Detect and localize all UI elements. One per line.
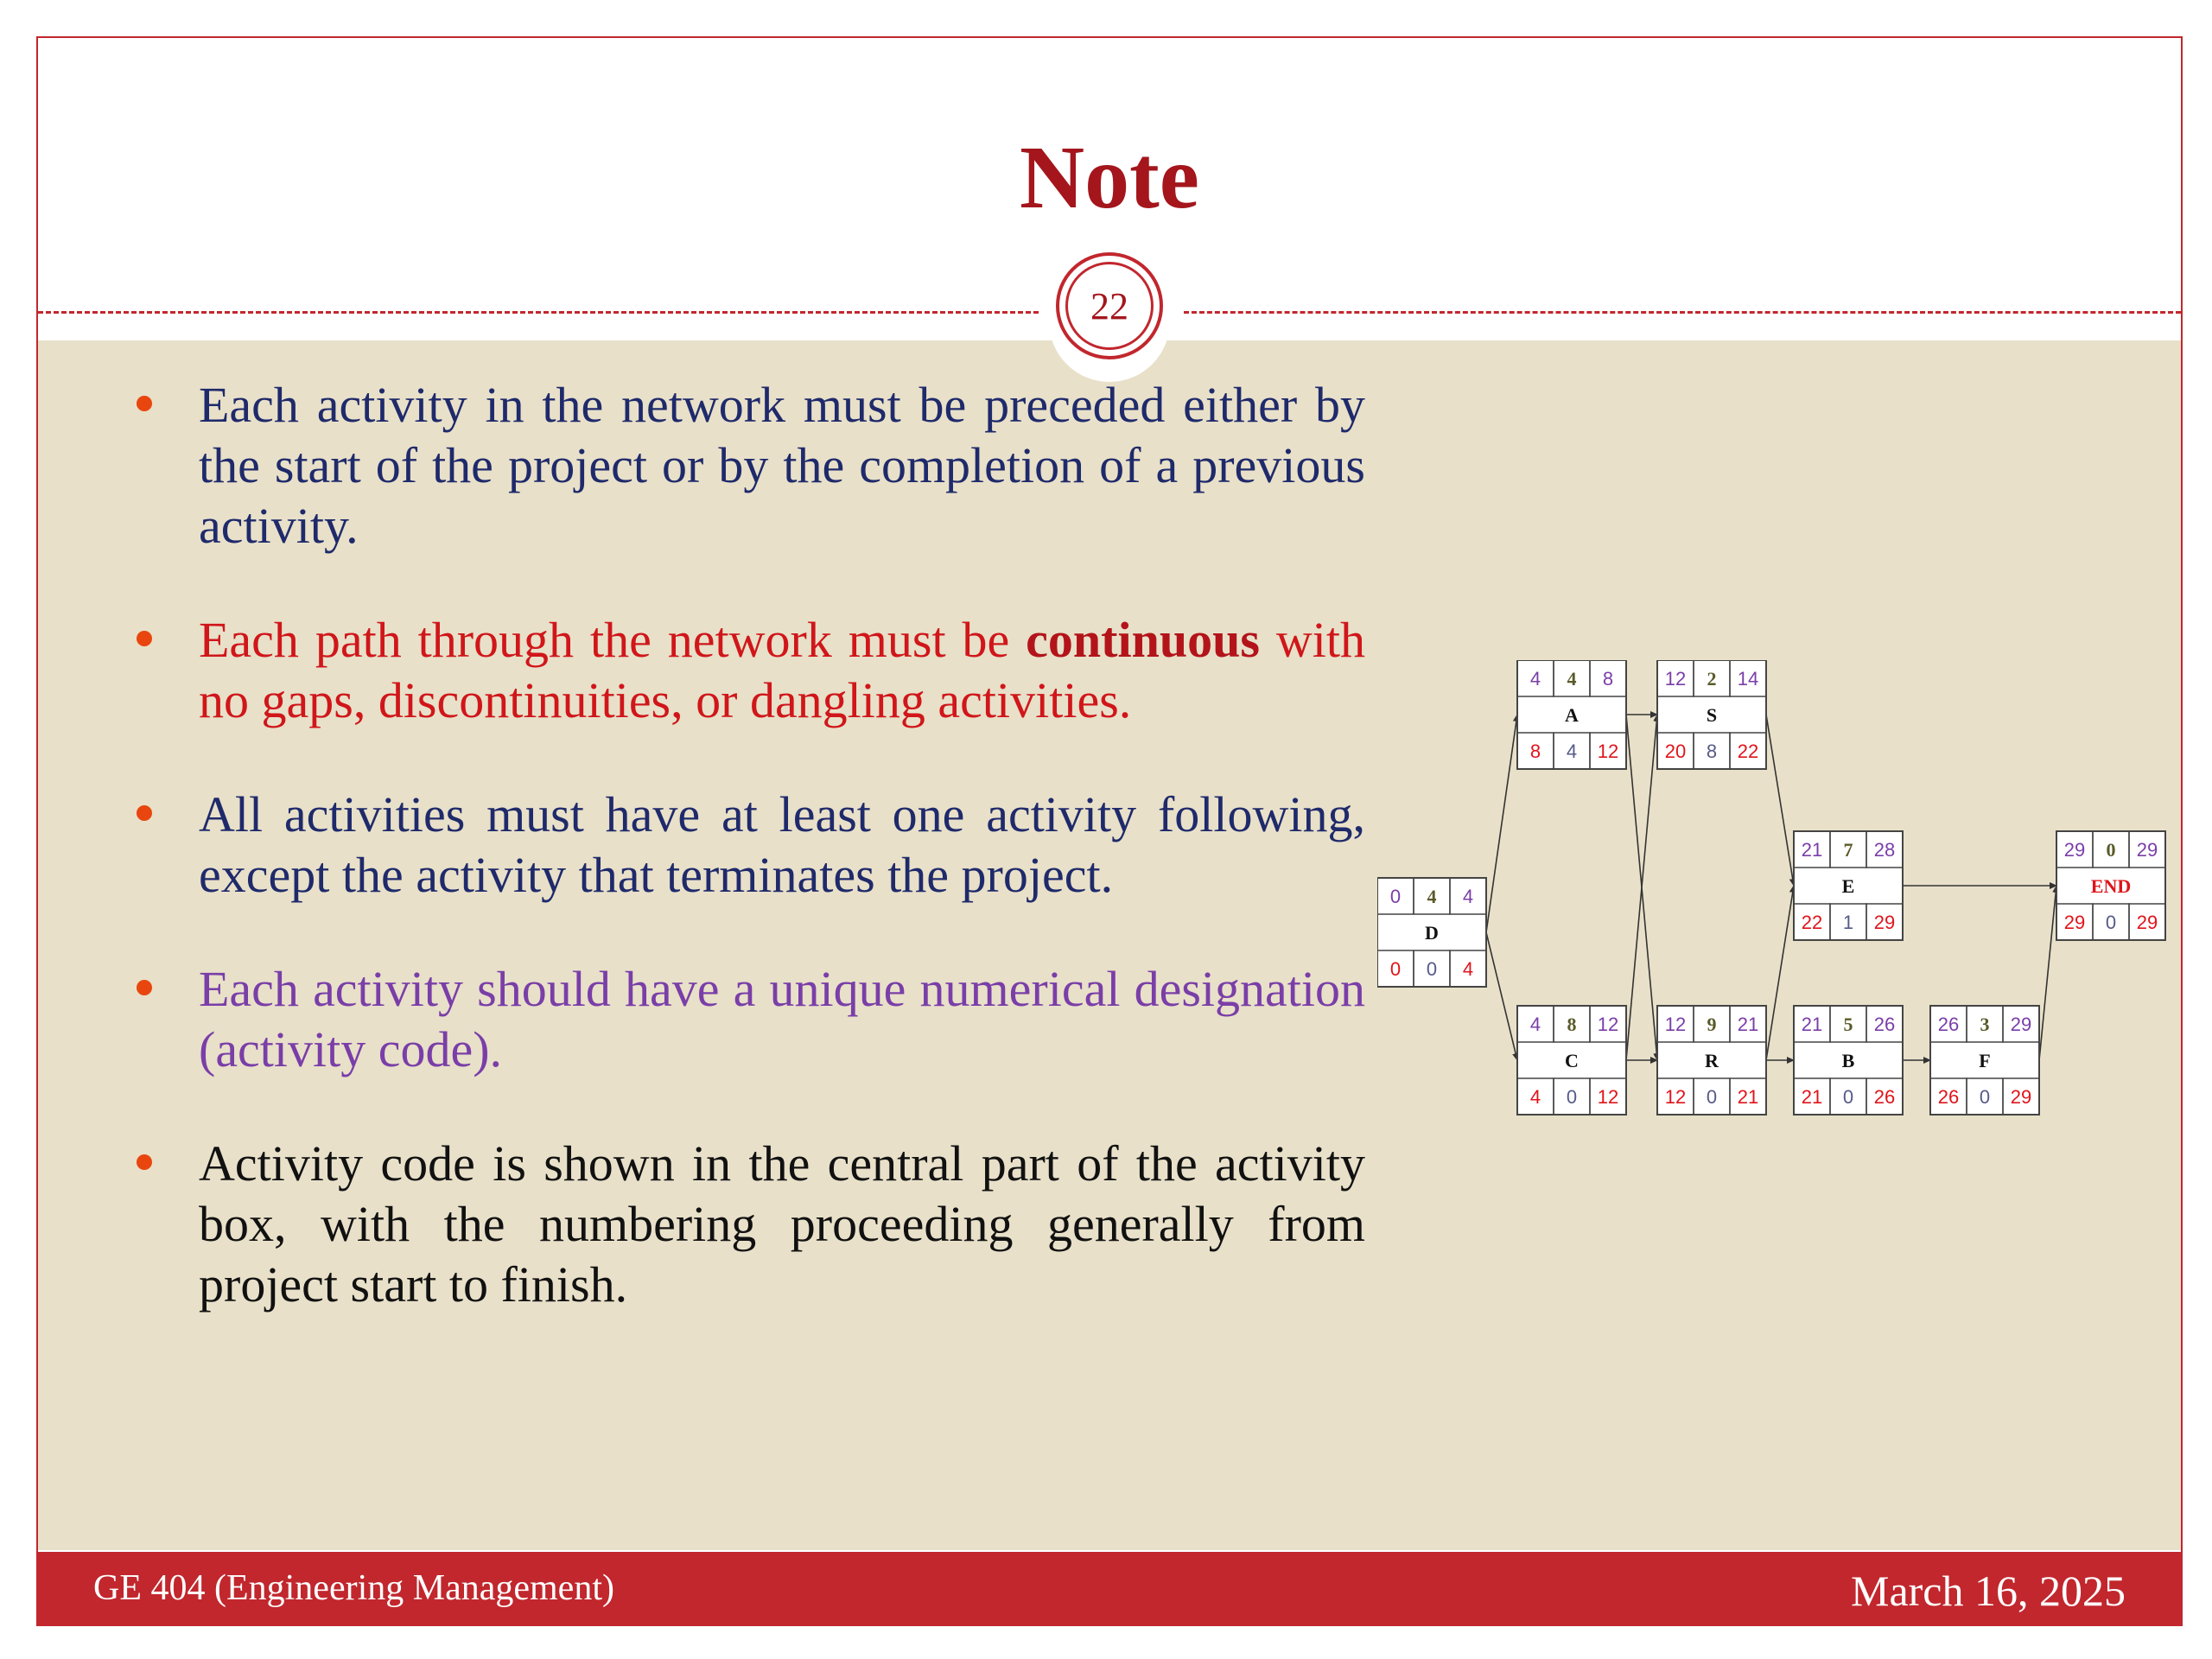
node-bottom-value: 29 — [2063, 912, 2086, 933]
node-bottom-value: 4 — [1462, 958, 1474, 980]
node-top-value: 29 — [2010, 1014, 2032, 1035]
activity-node — [1517, 660, 1626, 769]
node-top-value: 7 — [1843, 839, 1853, 861]
node-top-value: 4 — [1567, 668, 1577, 690]
node-code: F — [1979, 1050, 1991, 1071]
node-top-value: 5 — [1843, 1014, 1853, 1035]
node-code: R — [1705, 1050, 1719, 1071]
node-code: A — [1565, 704, 1579, 726]
slide — [36, 36, 2183, 1626]
bullet-item — [99, 1134, 1365, 1315]
dependency-arrow — [1766, 715, 1794, 886]
node-top-value: 29 — [2136, 839, 2158, 861]
bullet-item — [99, 375, 1365, 556]
node-bottom-value: 20 — [1664, 741, 1687, 762]
bullet-marker — [137, 980, 152, 995]
activity-node — [1794, 831, 1903, 940]
bullet-marker — [137, 631, 152, 646]
node-top-value: 21 — [1801, 839, 1823, 861]
page-number: 22 — [1090, 284, 1128, 327]
node-bottom-value: 29 — [2010, 1086, 2032, 1108]
bullet-text: All activities must have at least one activity following, except the activity that terminates the project. — [199, 786, 1365, 903]
node-bottom-value: 12 — [1597, 741, 1619, 762]
bullet-text: Each activity in the network must be preceded either by the start of the project or by the completion of a previous activity. — [199, 377, 1365, 554]
node-bottom-value: 29 — [2136, 912, 2158, 933]
node-top-value: 9 — [1707, 1014, 1717, 1035]
node-top-value: 12 — [1597, 1014, 1619, 1035]
node-top-value: 0 — [2106, 839, 2116, 861]
node-top-value: 4 — [1529, 1014, 1541, 1035]
node-bottom-value: 1 — [1842, 912, 1854, 933]
bullet-emphasis: continuous — [1026, 612, 1260, 668]
bullet-marker — [137, 805, 152, 821]
node-code: B — [1841, 1050, 1855, 1071]
node-top-value: 2 — [1707, 668, 1717, 690]
node-top-value: 14 — [1737, 668, 1759, 690]
slide-title: Note — [1020, 128, 1199, 227]
node-top-value: 21 — [1737, 1014, 1759, 1035]
node-bottom-value: 0 — [2105, 912, 2117, 933]
node-top-value: 4 — [1427, 886, 1437, 907]
page-number-badge — [1056, 252, 1163, 359]
node-bottom-value: 29 — [1873, 912, 1896, 933]
footer-bar — [38, 1552, 2181, 1624]
node-bottom-value: 0 — [1842, 1086, 1854, 1108]
bullet-item — [99, 785, 1365, 906]
bullet-text: with no gaps, discontinuities, or dangling activities. — [199, 612, 1365, 728]
bullet-list — [99, 375, 1365, 1369]
node-bottom-value: 26 — [1937, 1086, 1960, 1108]
activity-node — [1930, 1006, 2039, 1115]
activity-node — [1657, 660, 1766, 769]
activity-node — [1657, 1006, 1766, 1115]
bullet-text: Activity code is shown in the central part of the activity box, with the numbering proceeding generally from project start to finish. — [199, 1135, 1365, 1313]
bullet-item — [99, 959, 1365, 1080]
node-bottom-value: 0 — [1979, 1086, 1991, 1108]
dependency-arrow — [1766, 886, 1794, 1060]
node-top-value: 29 — [2063, 839, 2086, 861]
bullet-item — [99, 610, 1365, 731]
node-bottom-value: 12 — [1597, 1086, 1619, 1108]
activity-node — [1794, 1006, 1903, 1115]
node-bottom-value: 12 — [1664, 1086, 1687, 1108]
footer-date: March 16, 2025 — [1851, 1567, 2126, 1615]
activity-node — [1377, 878, 1486, 987]
node-top-value: 3 — [1980, 1014, 1990, 1035]
bullet-text: Each path through the network must be — [199, 612, 1027, 668]
node-bottom-value: 21 — [1737, 1086, 1759, 1108]
node-top-value: 4 — [1462, 886, 1474, 907]
node-top-value: 4 — [1529, 668, 1541, 690]
node-bottom-value: 22 — [1801, 912, 1823, 933]
node-bottom-value: 0 — [1389, 958, 1402, 980]
dependency-arrow — [2039, 886, 2056, 1060]
node-top-value: 26 — [1873, 1014, 1896, 1035]
activity-network-diagram — [1377, 660, 2183, 1213]
node-bottom-value: 0 — [1426, 958, 1438, 980]
dependency-arrow — [1486, 715, 1517, 932]
node-code: C — [1565, 1050, 1579, 1071]
bullet-marker — [137, 396, 152, 411]
node-bottom-value: 22 — [1737, 741, 1759, 762]
node-top-value: 28 — [1873, 839, 1896, 861]
header-divider-left — [38, 311, 1039, 314]
node-bottom-value: 4 — [1529, 1086, 1541, 1108]
activity-node — [2056, 831, 2165, 940]
node-top-value: 12 — [1664, 668, 1687, 690]
node-code: E — [1841, 875, 1855, 897]
node-top-value: 0 — [1389, 886, 1402, 907]
bullet-text: Each activity should have a unique numerical designation (activity code). — [199, 961, 1365, 1077]
footer-course: GE 404 (Engineering Management) — [93, 1568, 614, 1608]
node-bottom-value: 0 — [1566, 1086, 1578, 1108]
activity-node — [1517, 1006, 1626, 1115]
dependency-arrow — [1486, 932, 1517, 1060]
node-bottom-value: 21 — [1801, 1086, 1823, 1108]
node-bottom-value: 8 — [1706, 741, 1718, 762]
bullet-marker — [137, 1154, 152, 1170]
node-top-value: 12 — [1664, 1014, 1687, 1035]
node-code: S — [1706, 704, 1718, 726]
node-code: D — [1425, 922, 1439, 944]
node-top-value: 8 — [1567, 1014, 1577, 1035]
node-top-value: 26 — [1937, 1014, 1960, 1035]
node-bottom-value: 8 — [1529, 741, 1541, 762]
node-code: END — [2090, 875, 2132, 897]
node-top-value: 8 — [1602, 668, 1614, 690]
page-number-ring — [1065, 262, 1154, 350]
node-bottom-value: 26 — [1873, 1086, 1896, 1108]
node-bottom-value: 0 — [1706, 1086, 1718, 1108]
header-divider-right — [1184, 311, 2181, 314]
node-top-value: 21 — [1801, 1014, 1823, 1035]
node-bottom-value: 4 — [1566, 741, 1578, 762]
